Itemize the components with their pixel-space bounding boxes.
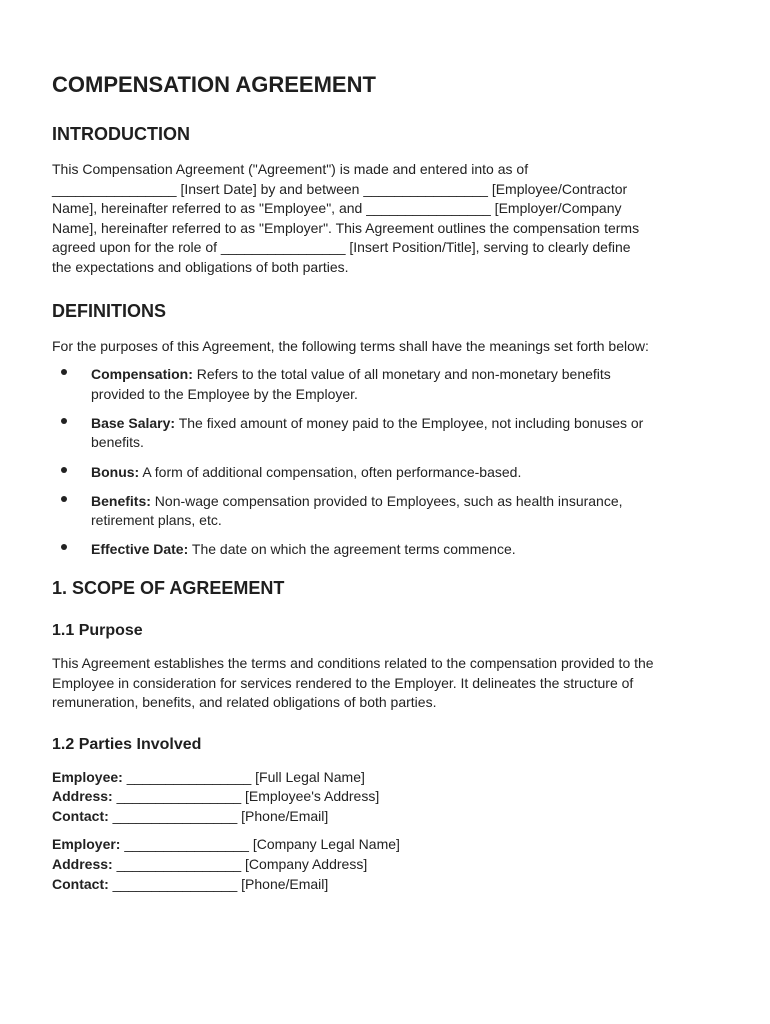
definition-text: provided to the Employee by the Employer. [91,385,358,402]
purpose-paragraph [52,654,724,713]
party-value: ________________ [Phone/Email] [108,807,329,824]
definition-text: Non-wage compensation provided to Employees, such as health insurance, [150,492,623,509]
definition-text: The fixed amount of money paid to the Employee, not including bonuses or [175,414,644,431]
intro-line: ________________ [Insert Date] by and between ________________ [Employee/Contractor [52,180,628,197]
definitions-section [52,299,724,560]
definition-term: Base Salary: [91,414,176,431]
party-value: ________________ [Employee's Address] [112,788,380,805]
document-title: COMPENSATION AGREEMENT [52,72,376,97]
purpose-heading: 1.1 Purpose [52,621,143,639]
intro-line: Name], hereinafter referred to as "Employer". This Agreement outlines the compensation terms [52,219,640,236]
intro-line: agreed upon for the role of ________________ [Insert Position/Title], serving to clearly define [52,239,631,256]
party-label: Employee: [52,768,123,785]
introduction-paragraph [52,160,724,278]
definitions-lead: For the purposes of this Agreement, the following terms shall have the meanings set forth below: [52,337,649,354]
introduction-section [52,122,724,278]
definitions-list [52,365,724,560]
document-page [52,70,724,915]
party-value: ________________ [Company Legal Name] [120,836,400,853]
definition-text: The date on which the agreement terms commence. [188,541,516,558]
intro-line: This Compensation Agreement ("Agreement") is made and entered into as of [52,161,529,177]
definition-item [52,365,724,404]
scope-section [52,576,724,894]
purpose-line: Employee in consideration for services rendered to the Employer. It delineates the structure of [52,674,634,691]
definition-text: benefits. [91,434,144,451]
intro-line: the expectations and obligations of both parties. [52,258,349,275]
definition-term: Compensation: [91,366,193,383]
introduction-heading: INTRODUCTION [52,124,190,144]
purpose-line: This Agreement establishes the terms and conditions related to the compensation provided to the [52,654,654,671]
employer-block [52,835,724,894]
party-row [52,807,724,827]
party-label: Contact: [52,807,109,824]
party-label: Address: [52,788,113,805]
definition-item [52,463,724,483]
party-label: Employer: [52,836,121,853]
purpose-line: remuneration, benefits, and related obligations of both parties. [52,694,437,711]
party-value: ________________ [Phone/Email] [108,875,329,892]
party-row [52,835,724,855]
bullet-icon [61,496,67,502]
definition-text: retirement plans, etc. [91,512,222,529]
intro-line: Name], hereinafter referred to as "Employee", and ________________ [Employer/Company [52,200,622,217]
scope-heading: 1. SCOPE OF AGREEMENT [52,577,285,598]
bullet-icon [61,418,67,424]
employee-block [52,768,724,827]
definition-text: A form of additional compensation, often performance-based. [139,463,522,480]
party-row [52,855,724,875]
parties-heading: 1.2 Parties Involved [52,735,202,753]
definition-item [52,492,724,531]
definition-term: Benefits: [91,492,151,509]
party-label: Address: [52,856,113,873]
party-row [52,768,724,788]
definition-item [52,414,724,453]
bullet-icon [61,544,67,550]
party-row [52,787,724,807]
definition-term: Bonus: [91,463,140,480]
definition-text: Refers to the total value of all monetary and non-monetary benefits [192,366,611,383]
party-row [52,875,724,895]
definition-item [52,540,724,560]
party-value: ________________ [Company Address] [112,856,368,873]
party-label: Contact: [52,875,109,892]
party-value: ________________ [Full Legal Name] [122,768,365,785]
bullet-icon [61,369,67,375]
definition-term: Effective Date: [91,541,189,558]
bullet-icon [61,467,67,473]
definitions-heading: DEFINITIONS [52,300,167,321]
